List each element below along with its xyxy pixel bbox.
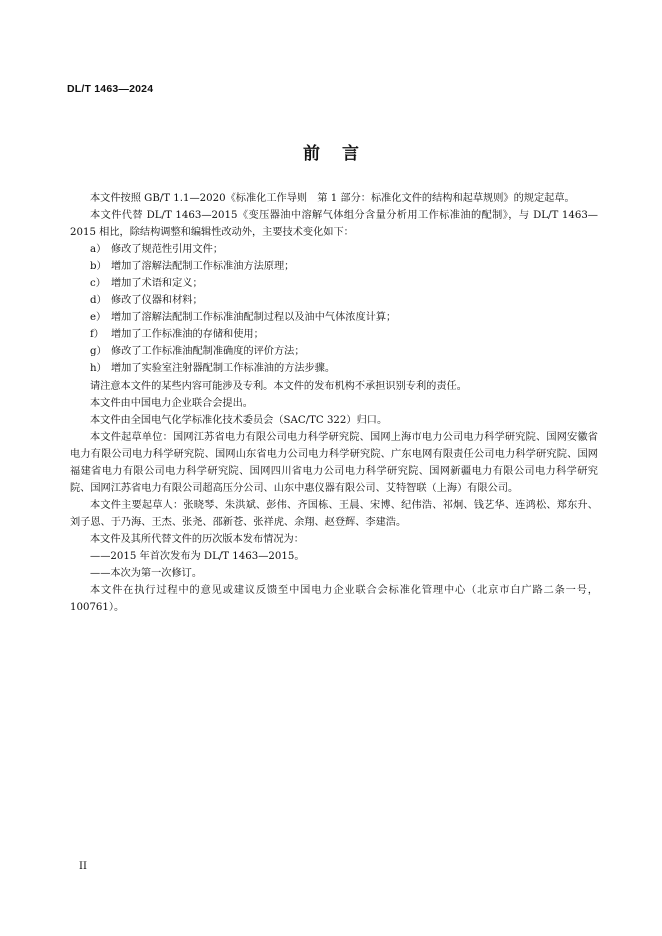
change-item-text: 修改了工作标准油配制准确度的评价方法； xyxy=(111,346,305,358)
paragraph-technical-committee: 本文件由全国电气化学标准化技术委员会（SAC/TC 322）归口。 xyxy=(90,414,388,426)
change-item-text: 增加了工作标准油的存储和使用； xyxy=(111,329,264,341)
change-item-text: 增加了术语和定义； xyxy=(111,278,203,290)
change-item-a xyxy=(70,241,598,258)
change-item-e xyxy=(70,309,598,326)
change-item-text: 增加了溶解法配制工作标准油方法原理； xyxy=(111,261,295,273)
change-item-label: d） xyxy=(90,295,107,307)
page-number: II xyxy=(79,861,87,872)
change-item-text: 增加了溶解法配制工作标准油配制过程以及油中气体浓度计算； xyxy=(111,312,397,324)
history-item-first-revision: ——本次为第一次修订。 xyxy=(90,568,203,580)
paragraph-drafting-basis: 本文件按照 GB/T 1.1—2020《标准化工作导则 第 1 部分：标准化文件的结构和起草规则》的规定起草。 xyxy=(90,193,575,204)
change-item-text: 修改了仪器和材料； xyxy=(111,295,203,307)
change-item-label: e） xyxy=(90,312,107,324)
change-item-text: 修改了规范性引用文件； xyxy=(111,244,224,256)
document-code: DL/T 1463—2024 xyxy=(67,83,154,95)
change-item-label: a） xyxy=(90,244,107,256)
history-item-first-release: ——2015 年首次发布为 DL/T 1463—2015。 xyxy=(90,550,305,562)
change-item-f xyxy=(70,326,598,343)
paragraph-version-history: 本文件及其所代替文件的历次版本发布情况为： xyxy=(90,533,304,545)
change-item-b xyxy=(70,258,598,275)
change-item-label: c） xyxy=(90,278,106,290)
change-item-g xyxy=(70,343,598,360)
paragraph-replacement: 本文件代替 DL/T 1463—2015《变压器油中溶解气体组分含量分析用工作标准油的配制》，与 DL/T 1463—2015 相比，除结构调整和编辑性改动外，主要技术变化如下： xyxy=(70,210,598,239)
paragraph-patent-notice: 请注意本文件的某些内容可能涉及专利。本文件的发布机构不承担识别专利的责任。 xyxy=(90,380,467,392)
paragraph-feedback-contact: 本文件在执行过程中的意见或建议反馈至中国电力企业联合会标准化管理中心（北京市白广路二条一号，100761）。 xyxy=(70,585,598,614)
change-item-label: g） xyxy=(90,346,107,358)
change-item-h xyxy=(70,360,598,377)
change-item-label: b） xyxy=(90,261,107,273)
paragraph-drafting-organizations: 本文件起草单位：国网江苏省电力有限公司电力科学研究院、国网上海市电力公司电力科学研究院、国网安徽省电力有限公司电力科学研究院、国网山东省电力公司电力科学研究院、广东电网有限责任公司电力科学研究院、国网福建省电力有限公司电力科学研究院、国网四川省电力公司电力科学研究院、国网新疆电力有限公司电力科学研究院、国网江苏省电力有限公司超高压分公司、山东中惠仪器有限公司、艾特智联（上海）有限公司。 xyxy=(70,431,598,494)
paragraph-proposer: 本文件由中国电力企业联合会提出。 xyxy=(90,397,253,409)
page-title: 前言 xyxy=(303,144,381,164)
foreword-body xyxy=(70,190,598,616)
change-item-label: f） xyxy=(90,329,104,341)
change-item-d xyxy=(70,292,598,309)
change-item-text: 增加了实验室注射器配制工作标准油的方法步骤。 xyxy=(111,363,336,375)
change-item-label: h） xyxy=(90,363,107,375)
paragraph-drafters: 本文件主要起草人：张晓琴、朱洪斌、彭伟、齐国栋、王晨、宋博、纪伟浩、祁炯、钱艺华、连鸿松、郑东升、刘子恩、于乃海、王杰、张尧、邵新苍、张祥虎、余翔、赵登辉、李建浩。 xyxy=(70,499,598,528)
change-item-c xyxy=(70,275,598,292)
